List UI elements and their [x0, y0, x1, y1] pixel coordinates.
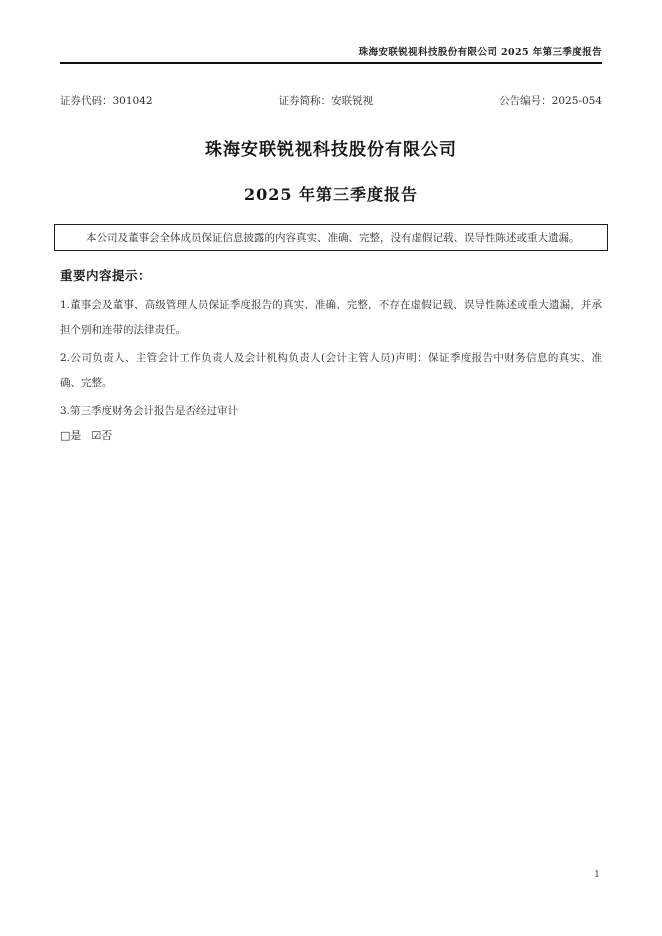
page-header	[60, 44, 602, 64]
stock-abbreviation: 证券简称：安联锐视	[278, 95, 374, 107]
document-subtitle: 2025 年第三季度报告	[243, 185, 419, 204]
audit-option-yes	[60, 429, 81, 442]
audit-option-no	[91, 429, 112, 442]
audit-option-yes-label: 是	[70, 429, 82, 442]
guarantee-notice-box	[54, 224, 608, 251]
running-header-title: 珠海安联锐视科技股份有限公司 2025 年第三季度报告	[358, 47, 602, 58]
guarantee-notice-text: 本公司及董事会全体成员保证信息披露的内容真实、准确、完整，没有虚假记载、误导性陈述或重大遗漏。	[86, 232, 580, 244]
securities-info-row	[60, 93, 602, 108]
notice-paragraph-2: 2.公司负责人、主管会计工作负责人及会计机构负责人(会计主管人员)声明：保证季度报告中财务信息的真实、准确、完整。	[60, 352, 602, 389]
audit-answer-row	[60, 427, 602, 443]
notice-paragraph-3: 3.第三季度财务会计报告是否经过审计	[60, 405, 239, 417]
announcement-number: 公告编号：2025-054	[499, 95, 602, 107]
audit-option-no-label: 否	[101, 429, 113, 442]
page-number: 1	[593, 869, 600, 880]
checkbox-unchecked-icon: □	[60, 429, 71, 442]
checkbox-checked-icon: ☑	[91, 429, 102, 442]
document-title: 珠海安联锐视科技股份有限公司	[205, 140, 457, 160]
important-notice-heading: 重要内容提示：	[60, 268, 152, 283]
important-notice-body	[60, 293, 602, 424]
stock-code: 证券代码：301042	[60, 95, 153, 107]
notice-paragraph-1: 1.董事会及董事、高级管理人员保证季度报告的真实、准确、完整，不存在虚假记载、误导性陈述或重大遗漏，并承担个别和连带的法律责任。	[60, 299, 602, 336]
